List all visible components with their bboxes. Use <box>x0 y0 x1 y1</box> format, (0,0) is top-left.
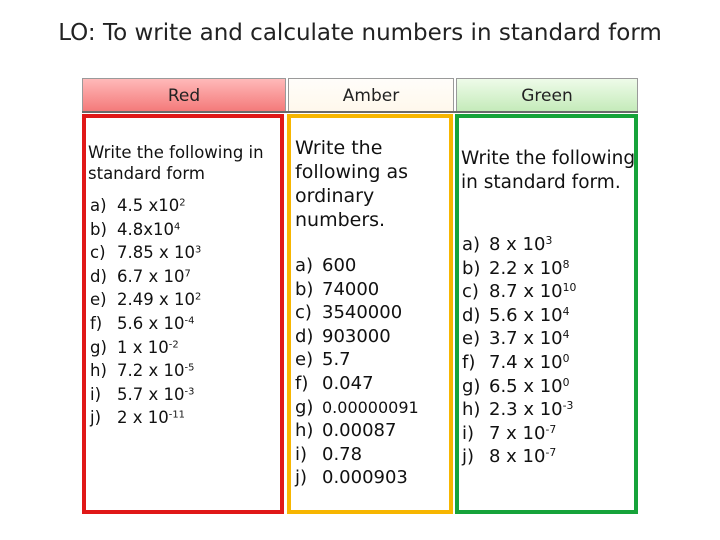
question-base: 6.7 x 10 <box>117 266 185 286</box>
question-value <box>117 385 194 404</box>
question-letter: d) <box>295 325 314 347</box>
page-title: LO: To write and calculate numbers in standard form <box>58 20 662 46</box>
question-exponent: 3 <box>545 234 553 248</box>
question-value <box>117 314 194 333</box>
question-letter: d) <box>462 304 481 326</box>
question-letter: i) <box>462 422 475 444</box>
question-value <box>489 423 556 444</box>
question-exponent: -3 <box>184 386 195 398</box>
question-base: 7.85 x 10 <box>117 243 195 263</box>
question-exponent: 0 <box>562 375 570 389</box>
question-item <box>295 466 419 490</box>
question-item <box>462 398 576 422</box>
question-letter: b) <box>295 278 314 300</box>
header-red: Red <box>82 78 286 112</box>
question-base: 2 x 10 <box>117 408 169 428</box>
question-letter: a) <box>90 196 107 215</box>
question-value: 0.000903 <box>322 467 408 489</box>
question-letter: f) <box>462 351 476 373</box>
question-base: 8.7 x 10 <box>489 281 563 303</box>
question-letter: b) <box>90 219 107 239</box>
question-value <box>117 361 194 380</box>
question-exponent: 0 <box>562 352 570 366</box>
question-letter: j) <box>90 408 102 428</box>
question-letter: g) <box>90 337 107 357</box>
header-amber: Amber <box>288 78 454 112</box>
question-item <box>462 351 576 375</box>
question-letter: g) <box>295 396 314 418</box>
question-exponent: 2 <box>195 291 202 303</box>
question-value <box>489 281 576 302</box>
question-item <box>295 396 419 420</box>
question-item <box>90 218 201 242</box>
question-letter: e) <box>90 290 107 310</box>
question-item <box>90 194 201 218</box>
header-green: Green <box>456 78 638 112</box>
green-question-list <box>462 233 576 469</box>
question-base: 6.5 x 10 <box>489 375 563 397</box>
question-item <box>90 288 201 312</box>
question-value <box>117 408 185 427</box>
question-item <box>295 372 419 396</box>
question-letter: h) <box>462 399 481 421</box>
question-item <box>462 257 576 281</box>
question-letter: a) <box>295 255 314 276</box>
question-value <box>489 399 573 420</box>
question-base: 2.3 x 10 <box>489 399 563 421</box>
question-base: 3.7 x 10 <box>489 328 563 350</box>
question-letter: j) <box>295 467 308 489</box>
question-letter: c) <box>295 302 312 324</box>
question-exponent: -2 <box>168 339 179 351</box>
question-value: 600 <box>322 255 357 276</box>
question-base: 5.6 x 10 <box>117 313 185 333</box>
question-base: 7.4 x 10 <box>489 351 563 373</box>
question-letter: e) <box>295 349 314 371</box>
amber-instruction: Write the following as ordinary numbers. <box>295 137 408 231</box>
question-value: 5.7 <box>322 349 351 371</box>
question-value <box>117 220 180 239</box>
question-value <box>117 196 186 215</box>
question-item <box>90 359 201 383</box>
question-letter: f) <box>295 372 309 394</box>
question-exponent: 4 <box>562 304 570 318</box>
green-instruction: Write the following in standard form. <box>461 148 636 193</box>
question-value: 74000 <box>322 278 380 300</box>
question-value <box>489 446 556 467</box>
question-exponent: -7 <box>545 446 557 460</box>
question-exponent: -5 <box>184 362 195 374</box>
question-item <box>295 325 419 349</box>
question-base: 8 x 10 <box>489 446 546 468</box>
red-instruction: Write the following in standard form <box>88 143 264 183</box>
question-value <box>489 305 570 326</box>
question-exponent: 4 <box>562 328 570 342</box>
question-base: 7 x 10 <box>489 422 546 444</box>
question-base: 1 x 10 <box>117 337 169 357</box>
question-exponent: -11 <box>168 409 185 421</box>
question-value <box>489 352 570 373</box>
question-exponent: -3 <box>562 399 574 413</box>
question-item <box>462 445 576 469</box>
question-exponent: 10 <box>562 281 577 295</box>
question-base: 2.2 x 10 <box>489 257 563 279</box>
question-base: 5.6 x 10 <box>489 304 563 326</box>
question-letter: j) <box>462 446 475 468</box>
question-item <box>295 419 419 443</box>
question-item <box>462 375 576 399</box>
question-item <box>462 280 576 304</box>
question-value: 903000 <box>322 325 391 347</box>
question-value: 0.00000091 <box>322 397 419 417</box>
question-base: 4.8x10 <box>117 219 175 239</box>
question-value: 3540000 <box>322 302 403 324</box>
question-item <box>90 406 201 430</box>
question-exponent: -4 <box>184 315 195 327</box>
question-item <box>90 241 201 265</box>
question-item <box>295 443 419 467</box>
question-letter: b) <box>462 257 481 279</box>
question-letter: a) <box>462 234 481 255</box>
question-letter: i) <box>295 443 308 465</box>
question-item <box>462 422 576 446</box>
question-letter: d) <box>90 266 107 286</box>
question-item <box>295 348 419 372</box>
question-exponent: -7 <box>545 422 557 436</box>
question-item <box>462 327 576 351</box>
red-question-list <box>90 194 201 430</box>
question-exponent: 3 <box>195 244 202 256</box>
question-value: 0.78 <box>322 443 363 465</box>
question-value <box>117 267 191 286</box>
question-exponent: 7 <box>184 268 191 280</box>
question-letter: h) <box>90 361 107 381</box>
question-base: 8 x 10 <box>489 234 546 255</box>
question-item <box>295 301 419 325</box>
question-letter: c) <box>462 281 479 303</box>
question-exponent: 4 <box>174 221 181 233</box>
question-base: 5.7 x 10 <box>117 384 185 404</box>
question-item <box>295 278 419 302</box>
amber-question-list <box>295 254 419 490</box>
question-exponent: 8 <box>562 257 570 271</box>
question-item <box>462 233 576 257</box>
question-base: 2.49 x 10 <box>117 290 195 310</box>
question-value <box>117 243 201 262</box>
question-letter: c) <box>90 243 106 263</box>
header-divider <box>82 111 638 113</box>
question-value <box>489 376 570 397</box>
question-letter: h) <box>295 420 314 442</box>
question-item <box>90 265 201 289</box>
question-letter: e) <box>462 328 481 350</box>
question-item <box>90 312 201 336</box>
question-value <box>489 234 552 255</box>
question-letter: f) <box>90 313 103 333</box>
question-value <box>117 338 179 357</box>
question-item <box>295 254 419 278</box>
question-letter: g) <box>462 375 481 397</box>
question-exponent: 2 <box>179 197 186 209</box>
question-item <box>462 304 576 328</box>
question-base: 7.2 x 10 <box>117 361 185 381</box>
question-item <box>90 336 201 360</box>
question-item <box>90 383 201 407</box>
question-value: 0.047 <box>322 372 374 394</box>
question-value: 0.00087 <box>322 420 397 442</box>
question-base: 4.5 x10 <box>117 196 180 215</box>
question-value <box>117 290 201 309</box>
question-letter: i) <box>90 384 102 404</box>
question-value <box>489 328 570 349</box>
question-value <box>489 258 570 279</box>
